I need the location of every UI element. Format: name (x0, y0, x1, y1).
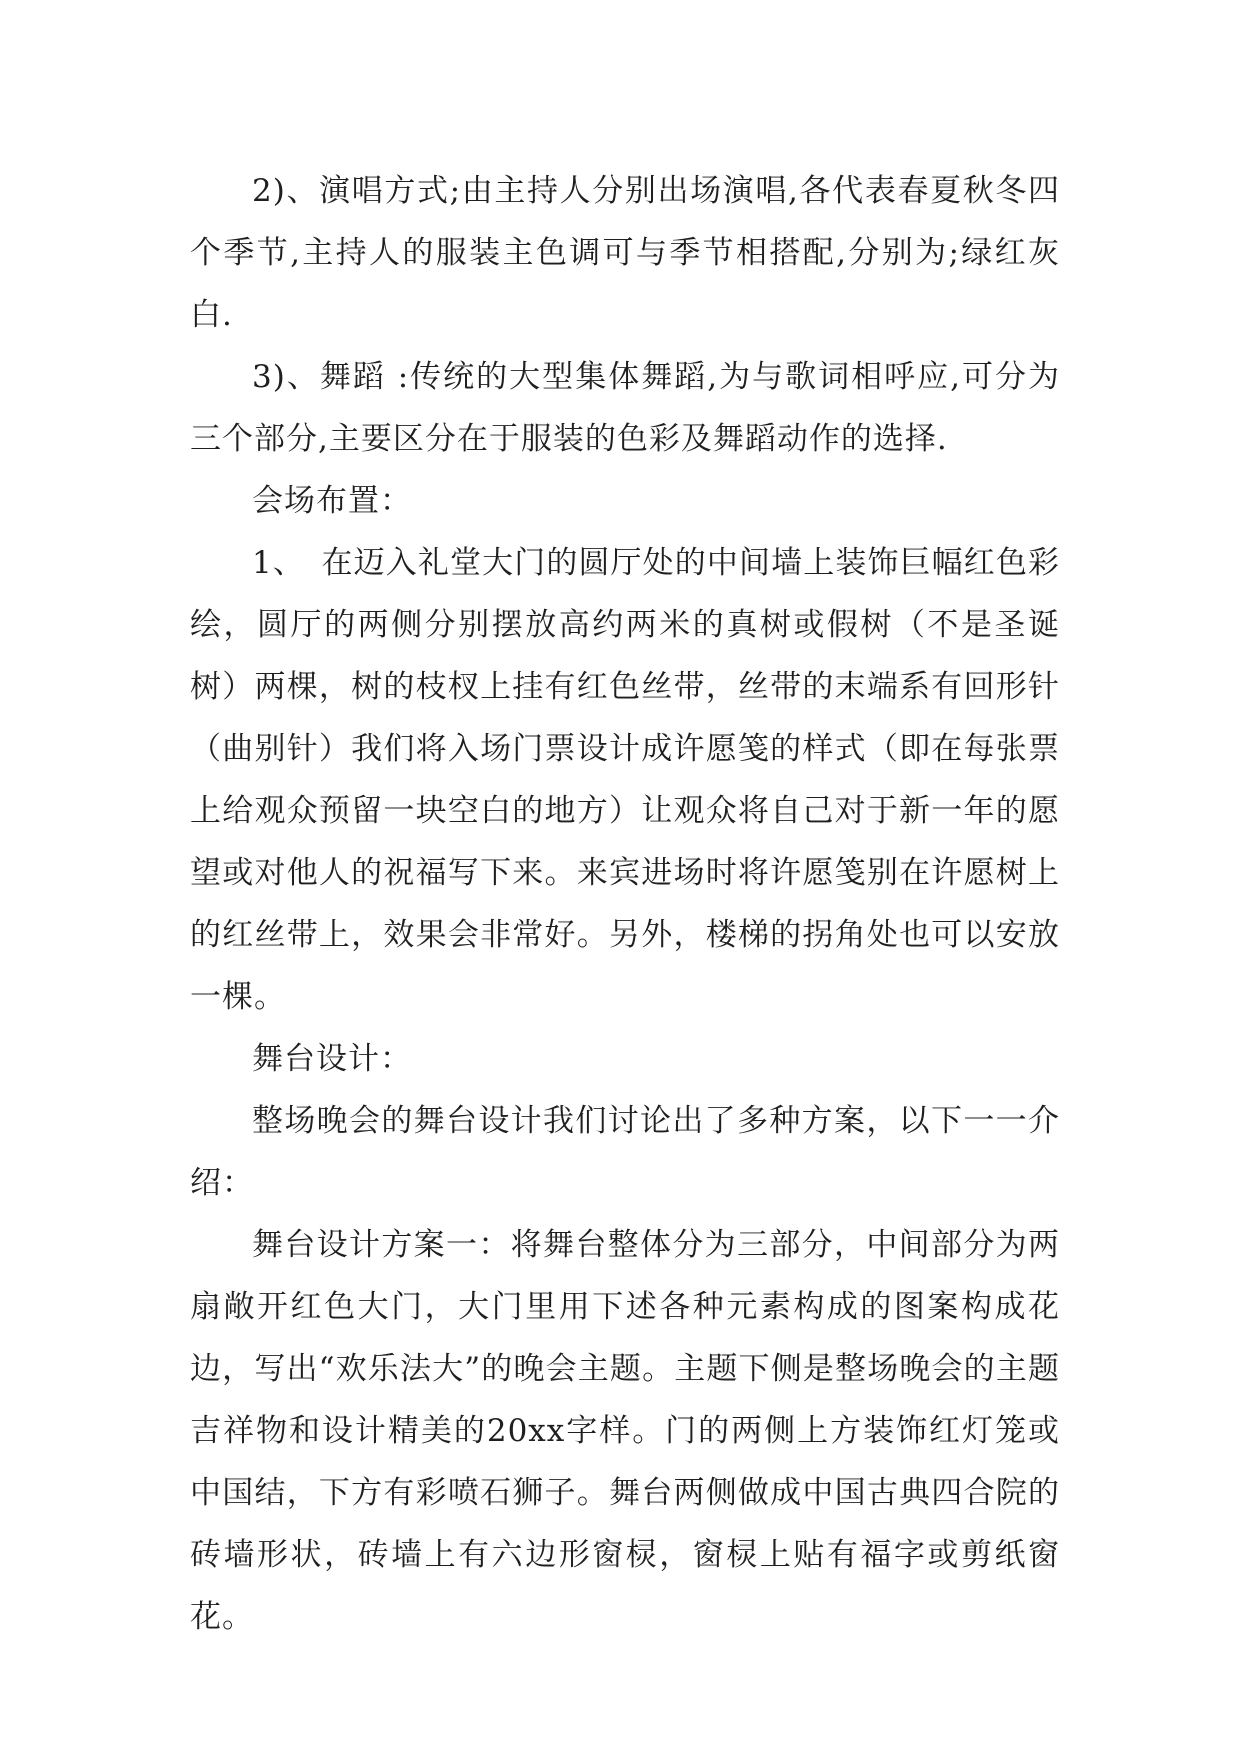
heading-stage-design: 舞台设计： (252, 1041, 412, 1077)
document-body (190, 160, 1060, 1648)
paragraph-venue-decoration: 1、 在迈入礼堂大门的圆厅处的中间墙上装饰巨幅红色彩绘，圆厅的两侧分别摆放高约两米的真树或假树（不是圣诞树）两棵，树的枝杈上挂有红色丝带，丝带的末端系有回形针（曲别针）我们将入场门票设计成许愿笺的样式（即在每张票上给观众预留一块空白的地方）让观众将自己对于新一年的愿望或对他人的祝福写下来。来宾进场时将许愿笺别在许愿树上的红丝带上，效果会非常好。另外，楼梯的拐角处也可以安放一棵。 (190, 545, 1060, 1015)
heading-venue-layout: 会场布置： (252, 483, 412, 519)
paragraph-stage-intro: 整场晚会的舞台设计我们讨论出了多种方案，以下一一介绍： (190, 1103, 1060, 1201)
paragraph-performance-style: 2)、演唱方式;由主持人分别出场演唱,各代表春夏秋冬四个季节,主持人的服装主色调可与季节相搭配,分别为;绿红灰白. (190, 173, 1060, 333)
paragraph-dance: 3)、舞蹈 :传统的大型集体舞蹈,为与歌词相呼应,可分为三个部分,主要区分在于服装的色彩及舞蹈动作的选择. (190, 359, 1060, 457)
paragraph-stage-plan-one: 舞台设计方案一：将舞台整体分为三部分，中间部分为两扇敞开红色大门，大门里用下述各种元素构成的图案构成花边，写出“欢乐法大”的晚会主题。主题下侧是整场晚会的主题吉祥物和设计精美的20xx字样。门的两侧上方装饰红灯笼或中国结，下方有彩喷石狮子。舞台两侧做成中国古典四合院的砖墙形状，砖墙上有六边形窗棂，窗棂上贴有福字或剪纸窗花。 (190, 1227, 1060, 1635)
